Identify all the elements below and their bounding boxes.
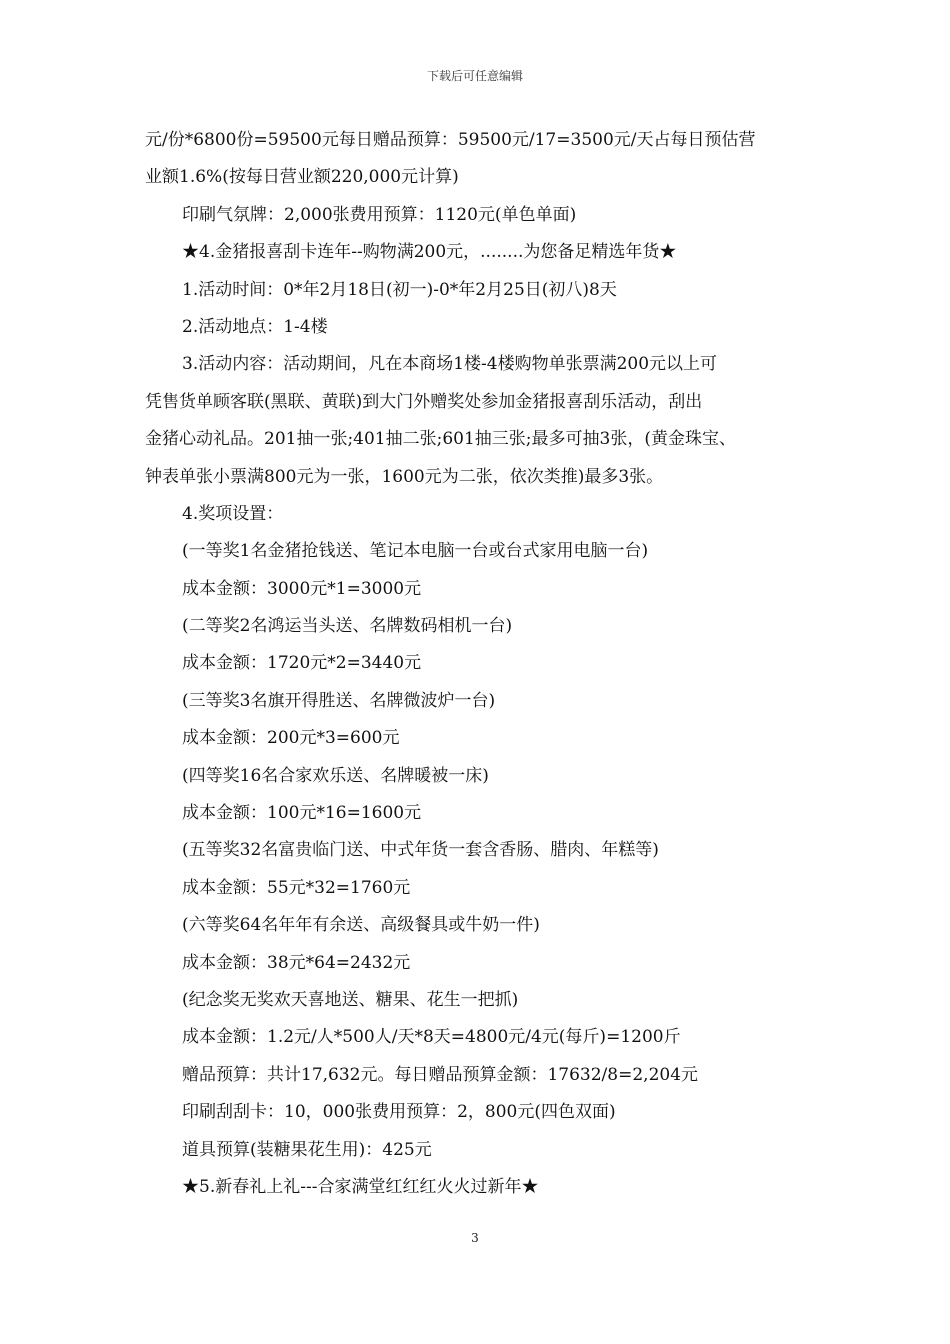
text-line: 道具预算(装糖果花生用)：425元 (182, 1139, 432, 1160)
prize-line: (三等奖3名旗开得胜送、名牌微波炉一台) (182, 690, 496, 711)
page-header: 下载后可任意编辑 (426, 69, 523, 83)
section-heading: ★4.金猪报喜刮卡连年--购物满200元，........为您备足精选年货★ (182, 242, 677, 263)
text-line: 印刷刮刮卡：10，000张费用预算：2，800元(四色双面) (182, 1102, 616, 1123)
text-line: 1.活动时间：0*年2月18日(初一)-0*年2月25日(初八)8天 (182, 279, 617, 300)
document-body (145, 122, 825, 1206)
cost-line: 成本金额：1.2元/人*500人/天*8天=4800元/4元(每斤)=1200斤 (182, 1027, 681, 1048)
text-line: 元/份*6800份=59500元每日赠品预算：59500元/17=3500元/天占每日预估营 (145, 130, 756, 150)
cost-line: 成本金额：100元*16=1600元 (182, 803, 422, 824)
page-number: 3 (471, 1231, 479, 1245)
text-line: 凭售货单顾客联(黑联、黄联)到大门外赠奖处参加金猪报喜刮乐活动，刮出 (145, 391, 703, 412)
text-line: 4.奖项设置： (182, 503, 284, 524)
text-line: 金猪心动礼品。201抽一张;401抽二张;601抽三张;最多可抽3张，(黄金珠宝、 (145, 429, 736, 450)
text-line: 钟表单张小票满800元为一张，1600元为二张，依次类推)最多3张。 (145, 466, 664, 487)
cost-line: 成本金额：1720元*2=3440元 (182, 653, 422, 674)
text-line: 印刷气氛牌：2,000张费用预算：1120元(单色单面) (182, 204, 577, 225)
text-line: 赠品预算：共计17,632元。每日赠品预算金额：17632/8=2,204元 (182, 1064, 699, 1085)
cost-line: 成本金额：38元*64=2432元 (182, 952, 411, 973)
section-heading: ★5.新春礼上礼---合家满堂红红红火火过新年★ (182, 1176, 539, 1197)
cost-line: 成本金额：200元*3=600元 (182, 728, 400, 749)
prize-line: (四等奖16名合家欢乐送、名牌暖被一床) (182, 765, 489, 786)
text-line: 3.活动内容：活动期间，凡在本商场1楼-4楼购物单张票满200元以上可 (182, 354, 718, 375)
prize-line: (六等奖64名年年有余送、高级餐具或牛奶一件) (182, 915, 540, 936)
cost-line: 成本金额：3000元*1=3000元 (182, 578, 422, 599)
prize-line: (一等奖1名金猪抢钱送、笔记本电脑一台或台式家用电脑一台) (182, 541, 649, 562)
prize-line: (纪念奖无奖欢天喜地送、糖果、花生一把抓) (182, 989, 519, 1010)
cost-line: 成本金额：55元*32=1760元 (182, 877, 411, 898)
text-line: 业额1.6%(按每日营业额220,000元计算) (145, 167, 459, 188)
text-line: 2.活动地点：1-4楼 (182, 316, 328, 337)
prize-line: (二等奖2名鸿运当头送、名牌数码相机一台) (182, 616, 513, 637)
prize-line: (五等奖32名富贵临门送、中式年货一套含香肠、腊肉、年糕等) (182, 840, 659, 861)
